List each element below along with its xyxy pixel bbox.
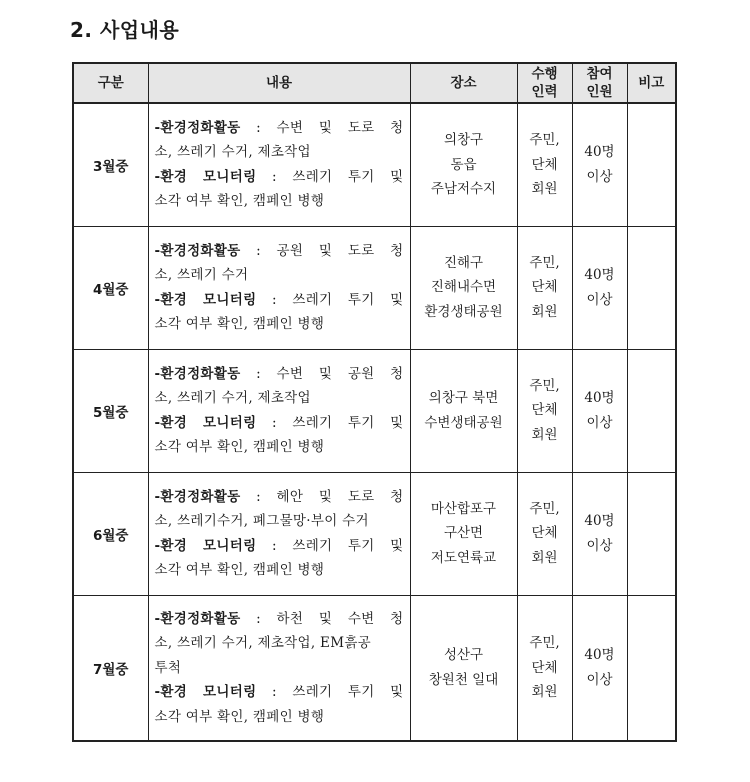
activity-label: -환경정화활동	[154, 119, 241, 136]
place-line: 수변생태공원	[424, 414, 503, 431]
activity-label: -환경 모니터링	[154, 684, 257, 700]
people-line: 40명	[584, 267, 615, 283]
place-line: 주남저수지	[430, 181, 497, 197]
activity-text: : 쓰레기 투기 및	[256, 414, 404, 431]
header-content: 내용	[148, 63, 410, 103]
content-line: 소각 여부 확인, 캠페인 병행	[154, 316, 325, 332]
force-line: 회원	[531, 181, 558, 197]
table-row	[73, 349, 676, 472]
force-line: 단체	[531, 279, 558, 296]
activity-text: : 수변 및 도로 청	[240, 119, 404, 136]
people-line: 이상	[586, 537, 613, 554]
place-line: 진해내수면	[430, 279, 497, 296]
note-cell	[627, 472, 676, 595]
force-cell	[517, 595, 572, 741]
content-line	[155, 362, 404, 387]
place-line: 진해구	[443, 254, 484, 271]
business-content-table	[72, 62, 677, 742]
place-cell	[410, 226, 517, 349]
place-cell	[410, 103, 517, 226]
header-force-line: 인력	[531, 84, 558, 100]
force-cell	[517, 349, 572, 472]
activity-label: -환경정화활동	[154, 242, 241, 259]
activity-text: : 수변 및 공원 청	[240, 365, 404, 382]
force-line: 주민,	[529, 254, 560, 271]
place-line: 구산면	[443, 525, 484, 542]
activity-label: -환경 모니터링	[154, 414, 257, 431]
content-line: 투척	[154, 659, 182, 676]
activity-text: : 쓰레기 투기 및	[256, 291, 404, 308]
content-line	[155, 485, 404, 510]
content-line: 소, 쓰레기 수거, 제초작업	[154, 144, 311, 161]
header-people-line: 인원	[586, 84, 613, 100]
force-line: 단체	[531, 402, 558, 419]
header-place: 장소	[410, 63, 517, 103]
activity-label: -환경정화활동	[154, 610, 241, 627]
force-line: 회원	[531, 549, 558, 566]
people-cell	[572, 103, 627, 226]
content-line	[155, 165, 404, 190]
content-line	[155, 288, 404, 313]
month-cell: 3월중	[73, 103, 148, 226]
place-cell	[410, 595, 517, 741]
table-row	[73, 472, 676, 595]
content-line: 소각 여부 확인, 캠페인 병행	[154, 562, 325, 578]
content-line: 소, 쓰레기수거, 폐그물망·부이 수거	[154, 513, 369, 529]
place-line: 의창구	[443, 132, 484, 148]
header-note: 비고	[627, 63, 676, 103]
people-cell	[572, 349, 627, 472]
content-line: 소각 여부 확인, 캠페인 병행	[154, 439, 325, 455]
header-force	[517, 63, 572, 103]
header-people-line: 참여	[586, 66, 613, 82]
force-cell	[517, 103, 572, 226]
force-cell	[517, 472, 572, 595]
place-line: 환경생태공원	[424, 303, 503, 320]
activity-label: -환경정화활동	[154, 365, 241, 382]
place-line: 의창구 북면	[428, 390, 499, 406]
note-cell	[627, 103, 676, 226]
force-line: 단체	[531, 156, 558, 173]
content-line	[155, 239, 404, 264]
force-line: 단체	[531, 659, 558, 676]
force-line: 회원	[531, 684, 558, 700]
activity-text: : 공원 및 도로 청	[240, 242, 404, 259]
content-cell	[148, 349, 410, 472]
people-line: 40명	[584, 390, 615, 406]
place-cell	[410, 349, 517, 472]
table-header-row	[73, 63, 676, 103]
note-cell	[627, 349, 676, 472]
people-cell	[572, 472, 627, 595]
note-cell	[627, 595, 676, 741]
content-line: 소각 여부 확인, 캠페인 병행	[154, 708, 325, 725]
activity-label: -환경 모니터링	[154, 168, 257, 185]
people-line: 이상	[586, 671, 613, 688]
force-line: 주민,	[529, 635, 560, 651]
content-line: 소, 쓰레기 수거, 제초작업, EM흙공	[154, 635, 372, 651]
content-line	[155, 607, 404, 632]
month-cell: 7월중	[73, 595, 148, 741]
content-cell	[148, 472, 410, 595]
people-line: 이상	[586, 414, 613, 431]
people-cell	[572, 226, 627, 349]
table-row	[73, 103, 676, 226]
content-cell	[148, 595, 410, 741]
place-line: 저도연륙교	[430, 549, 497, 566]
header-people	[572, 63, 627, 103]
activity-text: : 헤안 및 도로 청	[240, 488, 404, 505]
content-line	[155, 534, 404, 559]
place-line: 창원천 일대	[428, 671, 499, 688]
month-cell: 6월중	[73, 472, 148, 595]
people-cell	[572, 595, 627, 741]
activity-text: : 하천 및 수변 청	[240, 610, 404, 627]
people-line: 이상	[586, 168, 613, 185]
content-line: 소각 여부 확인, 캠페인 병행	[154, 193, 325, 210]
section-title: 2. 사업내용	[70, 18, 180, 42]
people-line: 40명	[584, 513, 615, 529]
note-cell	[627, 226, 676, 349]
force-line: 회원	[531, 303, 558, 320]
content-line	[155, 116, 404, 141]
table-row	[73, 226, 676, 349]
content-line	[155, 680, 404, 705]
activity-text: : 쓰레기 투기 및	[256, 168, 404, 185]
header-gubun: 구분	[73, 63, 148, 103]
force-line: 주민,	[529, 377, 560, 394]
people-line: 40명	[584, 647, 615, 664]
content-cell	[148, 103, 410, 226]
month-cell: 4월중	[73, 226, 148, 349]
table-row	[73, 595, 676, 741]
month-cell: 5월중	[73, 349, 148, 472]
activity-text: : 쓰레기 투기 및	[256, 684, 404, 700]
place-line: 동읍	[450, 156, 477, 173]
content-line: 소, 쓰레기 수거, 제초작업	[154, 390, 311, 406]
force-line: 단체	[531, 525, 558, 542]
place-line: 마산합포구	[430, 500, 497, 517]
place-line: 성산구	[443, 647, 484, 664]
content-line: 소, 쓰레기 수거	[154, 267, 249, 283]
content-line	[155, 411, 404, 436]
content-cell	[148, 226, 410, 349]
people-line: 이상	[586, 291, 613, 308]
people-line: 40명	[584, 144, 615, 161]
force-cell	[517, 226, 572, 349]
force-line: 주민,	[529, 500, 560, 517]
force-line: 주민,	[529, 132, 560, 148]
activity-label: -환경정화활동	[154, 488, 241, 505]
place-cell	[410, 472, 517, 595]
activity-text: : 쓰레기 투기 및	[256, 537, 404, 554]
activity-label: -환경 모니터링	[154, 291, 257, 308]
header-force-line: 수행	[531, 66, 558, 82]
activity-label: -환경 모니터링	[154, 537, 257, 554]
force-line: 회원	[531, 426, 558, 443]
